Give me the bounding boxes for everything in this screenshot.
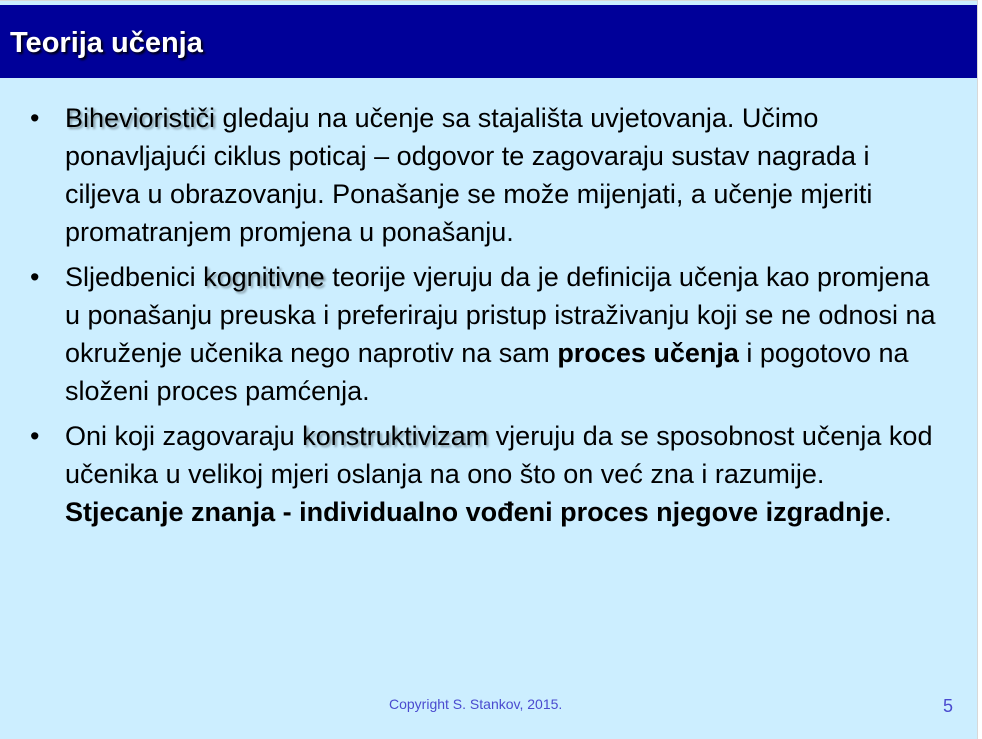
title-bar xyxy=(0,5,978,78)
bold-learning-process: proces učenja xyxy=(557,338,739,368)
keyword-behaviorists: Biheviorističi xyxy=(65,103,216,133)
bullet-list xyxy=(30,99,950,538)
bullet-lead-text: Oni koji zagovaraju xyxy=(65,421,303,451)
bullet-dot-icon: • xyxy=(30,421,40,451)
bullet-text xyxy=(65,262,936,406)
bullet-behaviorism xyxy=(30,99,950,251)
bold-knowledge-acquisition: Stjecanje znanja - individualno vođeni proces njegove izgradnje xyxy=(65,497,885,527)
bullet-text xyxy=(65,421,932,527)
bullet-dot-icon: • xyxy=(30,262,40,292)
slide-title: Teorija učenja xyxy=(10,27,203,59)
keyword-constructivism: konstruktivizam xyxy=(302,421,489,451)
bullet-mid-text: vjeruju da se sposobnost učenja kod učenika u velikoj mjeri oslanja na ono što on već zna i razumije. xyxy=(65,421,933,489)
bullet-rest-text: . xyxy=(884,497,892,527)
bullet-lead-text: Sljedbenici xyxy=(65,262,204,292)
bullet-constructivism xyxy=(30,417,950,531)
bullet-rest-text: gledaju na učenje sa stajališta uvjetovanja. Učimo ponavljajući ciklus poticaj – odgovor te zagovaraju sustav nagrada i ciljeva u obrazovanju. Ponašanje se može mijenjati, a učenje mjeriti promatranjem promjena u ponašanju. xyxy=(65,103,873,247)
page-number: 5 xyxy=(943,696,954,716)
bullet-mid-text: teorije vjeruju da je definicija učenja kao promjena u ponašanju preuska i preferiraju pristup istraživanju koji se ne odnosi na okruženje učenika nego naprotiv na sam xyxy=(65,262,936,368)
bullet-dot-icon: • xyxy=(30,103,40,133)
bullet-rest-text: i pogotovo na složeni proces pamćenja. xyxy=(65,338,909,406)
bullet-text xyxy=(65,103,872,247)
keyword-cognitive: kognitivne xyxy=(203,262,325,292)
bullet-cognitive xyxy=(30,258,950,410)
footer-copyright: Copyright S. Stankov, 2015. xyxy=(389,696,563,712)
